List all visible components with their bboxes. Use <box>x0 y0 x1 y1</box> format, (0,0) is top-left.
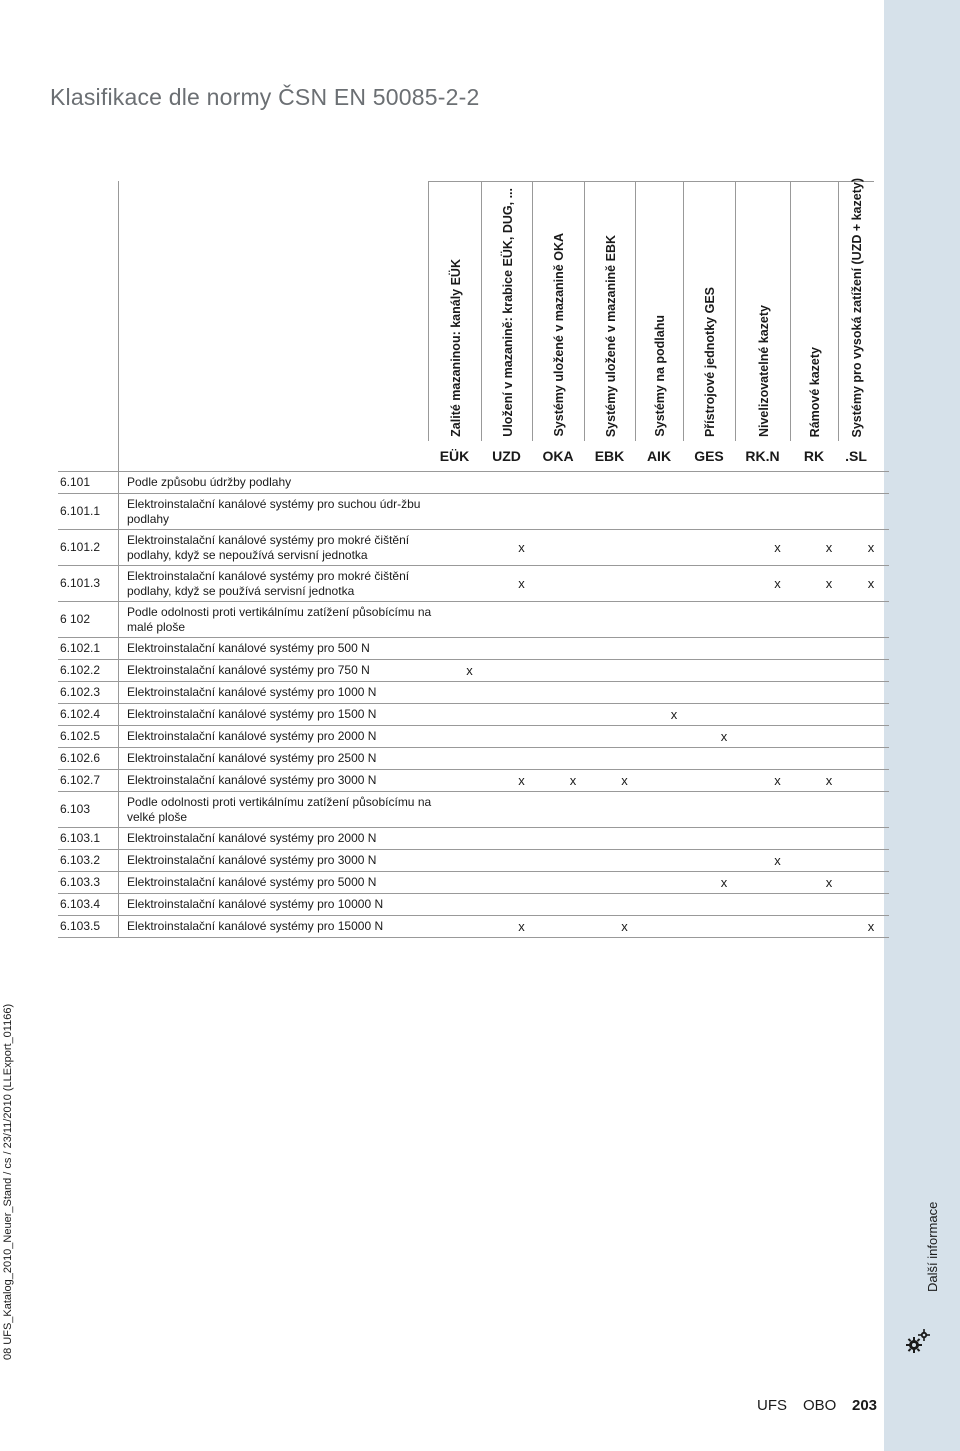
classification-mark <box>698 566 750 602</box>
column-header-label: Zalité mazaninou: kanály EÜK <box>448 259 463 437</box>
row-description: Elektroinstalační kanálové systémy pro mokré čištění podlahy, když se používá servisní jednotka <box>120 566 443 602</box>
classification-mark <box>547 704 599 726</box>
classification-mark <box>496 704 547 726</box>
classification-mark <box>599 748 650 770</box>
column-header-label: Systémy uložené v mazanině EBK <box>603 234 618 437</box>
classification-mark: x <box>805 566 853 602</box>
classification-mark <box>853 660 889 682</box>
classification-mark <box>698 704 750 726</box>
classification-mark: x <box>805 872 853 894</box>
column-code: UZD <box>492 448 521 464</box>
classification-mark: x <box>750 850 805 872</box>
classification-mark <box>650 726 698 748</box>
table-row <box>58 660 889 682</box>
classification-mark <box>547 638 599 660</box>
classification-mark <box>650 566 698 602</box>
classification-mark: x <box>443 660 496 682</box>
classification-mark: x <box>599 770 650 792</box>
row-number: 6.102.1 <box>58 638 120 660</box>
column-header-label: Rámové kazety <box>808 346 822 437</box>
classification-mark <box>599 530 650 566</box>
column-header <box>838 177 875 441</box>
classification-mark <box>805 638 853 660</box>
classification-mark <box>443 792 496 828</box>
classification-mark <box>599 828 650 850</box>
classification-mark <box>496 792 547 828</box>
classification-mark <box>599 872 650 894</box>
row-number: 6.101 <box>58 472 120 494</box>
classification-mark <box>547 872 599 894</box>
column-header-label: Systémy uložené v mazanině OKA <box>552 233 566 437</box>
classification-mark <box>599 660 650 682</box>
row-number: 6.101.3 <box>58 566 120 602</box>
classification-mark <box>650 530 698 566</box>
table-row <box>58 602 889 638</box>
column-header-label: Systémy na podlahu <box>653 315 667 437</box>
side-section-label[interactable]: Další informace <box>925 1201 940 1292</box>
row-description: Podle způsobu údržby podlahy <box>120 472 443 494</box>
classification-mark <box>698 792 750 828</box>
column-header <box>635 181 684 441</box>
classification-mark: x <box>805 770 853 792</box>
classification-mark <box>853 770 889 792</box>
row-description: Elektroinstalační kanálové systémy pro 750 N <box>120 660 443 682</box>
classification-mark <box>853 704 889 726</box>
classification-mark <box>698 660 750 682</box>
classification-mark <box>698 638 750 660</box>
classification-mark <box>805 792 853 828</box>
row-description: Elektroinstalační kanálové systémy pro 1000 N <box>120 682 443 704</box>
row-number: 6.102.3 <box>58 682 120 704</box>
table-row <box>58 638 889 660</box>
classification-mark <box>650 850 698 872</box>
classification-mark <box>650 660 698 682</box>
classification-mark <box>853 726 889 748</box>
row-description: Elektroinstalační kanálové systémy pro 2000 N <box>120 828 443 850</box>
page-number: 203 <box>852 1397 878 1414</box>
classification-mark <box>698 916 750 938</box>
classification-mark <box>599 726 650 748</box>
row-description: Podle odolnosti proti vertikálnímu zatížení působícímu na velké ploše <box>120 792 443 828</box>
classification-mark <box>853 748 889 770</box>
column-header <box>532 181 585 441</box>
table-row <box>58 494 889 530</box>
classification-mark <box>805 828 853 850</box>
table-row <box>58 530 889 566</box>
row-number: 6.101.2 <box>58 530 120 566</box>
classification-mark <box>750 494 805 530</box>
classification-mark <box>599 472 650 494</box>
row-number: 6.102.5 <box>58 726 120 748</box>
footer-brand-ufs: UFS <box>757 1397 787 1414</box>
classification-mark <box>547 494 599 530</box>
classification-mark <box>599 682 650 704</box>
classification-mark: x <box>750 566 805 602</box>
classification-mark: x <box>853 566 889 602</box>
row-number: 6.102.4 <box>58 704 120 726</box>
classification-mark <box>599 792 650 828</box>
classification-mark <box>547 850 599 872</box>
side-band <box>884 0 960 1451</box>
classification-mark <box>650 828 698 850</box>
classification-mark <box>650 770 698 792</box>
classification-mark <box>443 682 496 704</box>
classification-mark <box>750 894 805 916</box>
row-number: 6.103.5 <box>58 916 120 938</box>
classification-mark <box>698 850 750 872</box>
classification-mark <box>750 748 805 770</box>
classification-mark <box>853 850 889 872</box>
classification-mark <box>443 828 496 850</box>
classification-mark <box>805 850 853 872</box>
classification-mark: x <box>496 916 547 938</box>
column-code: RK.N <box>745 448 780 464</box>
classification-mark <box>496 828 547 850</box>
classification-mark <box>496 748 547 770</box>
classification-mark <box>853 602 889 638</box>
classification-mark <box>443 726 496 748</box>
classification-mark <box>698 602 750 638</box>
row-description: Elektroinstalační kanálové systémy pro 5000 N <box>120 872 443 894</box>
classification-mark: x <box>853 530 889 566</box>
classification-mark <box>805 748 853 770</box>
row-description: Elektroinstalační kanálové systémy pro 500 N <box>120 638 443 660</box>
classification-mark <box>443 494 496 530</box>
print-note: 08 UFS_Katalog_2010_Neuer_Stand / cs / 23/11/2010 (LLExport_01166) <box>2 1003 14 1360</box>
classification-mark <box>650 682 698 704</box>
classification-mark <box>698 472 750 494</box>
classification-mark <box>443 850 496 872</box>
classification-mark: x <box>547 770 599 792</box>
classification-mark <box>496 850 547 872</box>
classification-mark: x <box>750 530 805 566</box>
classification-mark <box>805 660 853 682</box>
gear-icon <box>905 1328 931 1356</box>
classification-mark <box>853 638 889 660</box>
classification-mark <box>443 602 496 638</box>
classification-mark <box>853 828 889 850</box>
classification-mark <box>599 850 650 872</box>
classification-mark: x <box>496 566 547 602</box>
classification-mark <box>698 530 750 566</box>
classification-mark: x <box>853 916 889 938</box>
classification-mark <box>750 828 805 850</box>
classification-mark <box>496 682 547 704</box>
classification-mark <box>750 682 805 704</box>
row-number: 6.103.1 <box>58 828 120 850</box>
column-code: AIK <box>646 448 672 464</box>
column-code: EÜK <box>439 448 470 464</box>
table-row <box>58 850 889 872</box>
classification-mark <box>750 726 805 748</box>
row-description: Elektroinstalační kanálové systémy pro 3000 N <box>120 850 443 872</box>
classification-mark <box>443 748 496 770</box>
classification-mark <box>599 894 650 916</box>
table-row <box>58 704 889 726</box>
table-row <box>58 828 889 850</box>
classification-mark <box>547 472 599 494</box>
classification-mark <box>853 894 889 916</box>
row-description: Elektroinstalační kanálové systémy pro 15000 N <box>120 916 443 938</box>
classification-mark <box>547 748 599 770</box>
column-header <box>428 181 482 441</box>
classification-mark <box>496 726 547 748</box>
row-number: 6.102.2 <box>58 660 120 682</box>
classification-mark <box>698 494 750 530</box>
column-header-label: Přístrojové jednotky GES <box>703 286 717 437</box>
classification-mark <box>698 748 750 770</box>
classification-mark <box>443 872 496 894</box>
column-code: GES <box>694 448 724 464</box>
classification-mark <box>650 602 698 638</box>
classification-mark <box>805 682 853 704</box>
classification-mark <box>750 638 805 660</box>
classification-mark <box>650 494 698 530</box>
classification-mark <box>805 494 853 530</box>
classification-mark <box>547 916 599 938</box>
classification-mark: x <box>698 872 750 894</box>
table-row <box>58 748 889 770</box>
classification-mark <box>805 726 853 748</box>
row-description: Elektroinstalační kanálové systémy pro 2500 N <box>120 748 443 770</box>
classification-mark <box>650 872 698 894</box>
classification-mark <box>805 472 853 494</box>
table-row <box>58 726 889 748</box>
table-row <box>58 472 889 494</box>
table-row <box>58 682 889 704</box>
column-header <box>584 181 636 441</box>
table-row <box>58 872 889 894</box>
classification-mark <box>547 602 599 638</box>
footer-brand-obo: OBO <box>803 1397 837 1414</box>
column-header-label: Systémy pro vysoká zatížení (UZD + kazety) <box>850 177 864 437</box>
classification-mark <box>805 602 853 638</box>
column-code: RK <box>803 448 825 464</box>
classification-mark: x <box>496 530 547 566</box>
classification-mark <box>698 828 750 850</box>
classification-mark <box>650 638 698 660</box>
classification-mark <box>443 894 496 916</box>
classification-mark <box>443 704 496 726</box>
classification-mark <box>599 494 650 530</box>
classification-mark <box>805 916 853 938</box>
row-number: 6.103.3 <box>58 872 120 894</box>
row-number: 6.102.6 <box>58 748 120 770</box>
classification-mark <box>547 894 599 916</box>
classification-mark <box>443 566 496 602</box>
classification-mark <box>853 472 889 494</box>
classification-mark <box>750 916 805 938</box>
classification-mark <box>496 894 547 916</box>
classification-mark <box>547 566 599 602</box>
table-row <box>58 566 889 602</box>
row-description: Elektroinstalační kanálové systémy pro 2000 N <box>120 726 443 748</box>
classification-mark <box>805 704 853 726</box>
classification-mark: x <box>496 770 547 792</box>
column-header <box>790 181 839 441</box>
classification-mark <box>496 638 547 660</box>
row-number: 6.103 <box>58 792 120 828</box>
classification-mark <box>698 894 750 916</box>
classification-mark <box>547 726 599 748</box>
table-row <box>58 770 889 792</box>
classification-mark <box>650 792 698 828</box>
classification-mark <box>805 894 853 916</box>
classification-mark <box>650 894 698 916</box>
classification-mark <box>599 704 650 726</box>
column-header <box>735 181 791 441</box>
row-description: Elektroinstalační kanálové systémy pro suchou údr-žbu podlahy <box>120 494 443 530</box>
classification-mark <box>496 494 547 530</box>
classification-mark: x <box>650 704 698 726</box>
classification-mark <box>547 792 599 828</box>
classification-mark <box>650 472 698 494</box>
classification-mark <box>547 682 599 704</box>
classification-mark <box>443 472 496 494</box>
row-description: Elektroinstalační kanálové systémy pro 10000 N <box>120 894 443 916</box>
table-row <box>58 916 889 938</box>
column-code: OKA <box>542 448 574 464</box>
classification-mark <box>853 494 889 530</box>
classification-mark <box>650 748 698 770</box>
classification-mark: x <box>599 916 650 938</box>
classification-mark <box>443 916 496 938</box>
classification-mark <box>853 872 889 894</box>
classification-mark <box>750 472 805 494</box>
classification-mark <box>750 792 805 828</box>
row-number: 6.101.1 <box>58 494 120 530</box>
classification-mark <box>698 682 750 704</box>
classification-mark: x <box>805 530 853 566</box>
classification-mark: x <box>698 726 750 748</box>
row-number: 6.102.7 <box>58 770 120 792</box>
page-title: Klasifikace dle normy ČSN EN 50085-2-2 <box>50 84 480 110</box>
table-row <box>58 792 889 828</box>
classification-mark <box>443 770 496 792</box>
classification-mark <box>496 660 547 682</box>
classification-mark <box>443 638 496 660</box>
classification-table <box>58 471 889 938</box>
column-code: .SL <box>845 448 867 464</box>
classification-mark <box>443 530 496 566</box>
classification-mark <box>853 792 889 828</box>
row-number: 6.103.2 <box>58 850 120 872</box>
row-description: Elektroinstalační kanálové systémy pro mokré čištění podlahy, když se nepoužívá servisní jednotka <box>120 530 443 566</box>
row-description: Elektroinstalační kanálové systémy pro 1500 N <box>120 704 443 726</box>
row-number: 6 102 <box>58 602 120 638</box>
classification-mark <box>599 602 650 638</box>
classification-mark <box>750 872 805 894</box>
classification-mark <box>750 704 805 726</box>
classification-mark <box>650 916 698 938</box>
column-header <box>683 181 736 441</box>
column-header-label: Nivelizovatelné kazety <box>756 304 771 437</box>
column-header <box>481 181 533 441</box>
classification-mark <box>496 872 547 894</box>
classification-mark <box>599 566 650 602</box>
row-description: Podle odolnosti proti vertikálnímu zatížení působícímu na malé ploše <box>120 602 443 638</box>
classification-mark <box>547 828 599 850</box>
classification-mark <box>547 530 599 566</box>
classification-mark: x <box>750 770 805 792</box>
row-description: Elektroinstalační kanálové systémy pro 3000 N <box>120 770 443 792</box>
column-code: EBK <box>594 448 625 464</box>
classification-mark <box>547 660 599 682</box>
classification-mark <box>698 770 750 792</box>
classification-mark <box>853 682 889 704</box>
classification-mark <box>496 472 547 494</box>
classification-mark <box>496 602 547 638</box>
table-row <box>58 894 889 916</box>
column-header-label: Uložení v mazanině: krabice EÜK, DUG, ... <box>500 188 515 437</box>
column-codes-row <box>428 448 874 470</box>
row-number: 6.103.4 <box>58 894 120 916</box>
classification-mark <box>599 638 650 660</box>
classification-mark <box>750 660 805 682</box>
classification-mark <box>750 602 805 638</box>
